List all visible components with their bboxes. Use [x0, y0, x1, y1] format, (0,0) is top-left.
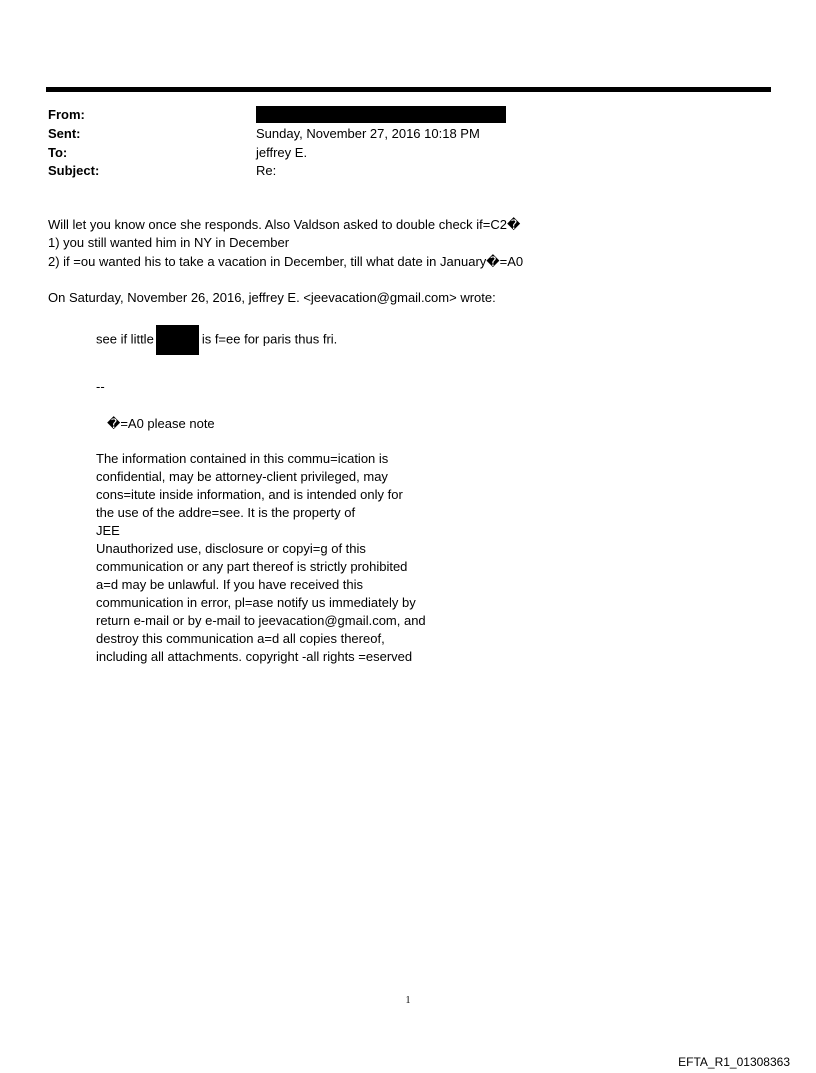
sent-value: Sunday, November 27, 2016 10:18 PM [256, 126, 480, 141]
disclaimer-line: including all attachments. copyright -all rights =eserved [96, 649, 413, 664]
signature-separator: -- [96, 379, 105, 394]
quote-intro: On Saturday, November 26, 2016, jeffrey E. <jeevacation@gmail.com> wrote: [48, 290, 496, 305]
body-line: 1) you still wanted him in NY in December [48, 235, 290, 250]
disclaimer-line: a=d may be unlawful. If you have received this [96, 577, 364, 592]
disclaimer-line: communication or any part thereof is strictly prohibited [96, 559, 408, 574]
to-label: To: [48, 145, 68, 160]
disclaimer-line: JEE [96, 523, 120, 538]
disclaimer-line: Unauthorized use, disclosure or copyi=g of this [96, 541, 366, 556]
document-id: EFTA_R1_01308363 [678, 1055, 790, 1069]
body-line: Will let you know once she responds. Also Valdson asked to double check if=C2� [48, 217, 521, 232]
disclaimer-line: communication in error, pl=ase notify us immediately by [96, 595, 416, 610]
page-number: 1 [405, 995, 411, 1006]
disclaimer-line: the use of the addre=see. It is the property of [96, 505, 356, 520]
quoted-message-line [96, 325, 337, 355]
sent-label: Sent: [48, 126, 81, 141]
disclaimer-line: The information contained in this commu=ication is [96, 451, 389, 466]
quoted-text-before: see if little [96, 331, 154, 347]
disclaimer-line: destroy this communication a=d all copies thereof, [96, 631, 385, 646]
disclaimer-line: confidential, may be attorney-client privileged, may [96, 469, 388, 484]
redaction-box [256, 106, 506, 123]
subject-value: Re: [256, 163, 277, 178]
header-divider [46, 87, 771, 92]
redaction-box [156, 325, 199, 355]
to-value: jeffrey E. [256, 145, 308, 160]
body-line: 2) if =ou wanted his to take a vacation in December, till what date in January�=A0 [48, 254, 524, 269]
disclaimer-line: cons=itute inside information, and is intended only for [96, 487, 403, 502]
from-label: From: [48, 107, 85, 122]
quoted-text-after: is f=ee for paris thus fri. [201, 331, 338, 347]
subject-label: Subject: [48, 163, 100, 178]
disclaimer-line: return e-mail or by e-mail to jeevacation@gmail.com, and [96, 613, 426, 628]
signature-note: �=A0 please note [107, 416, 215, 431]
confidentiality-disclaimer [96, 450, 426, 666]
from-value [256, 105, 506, 123]
